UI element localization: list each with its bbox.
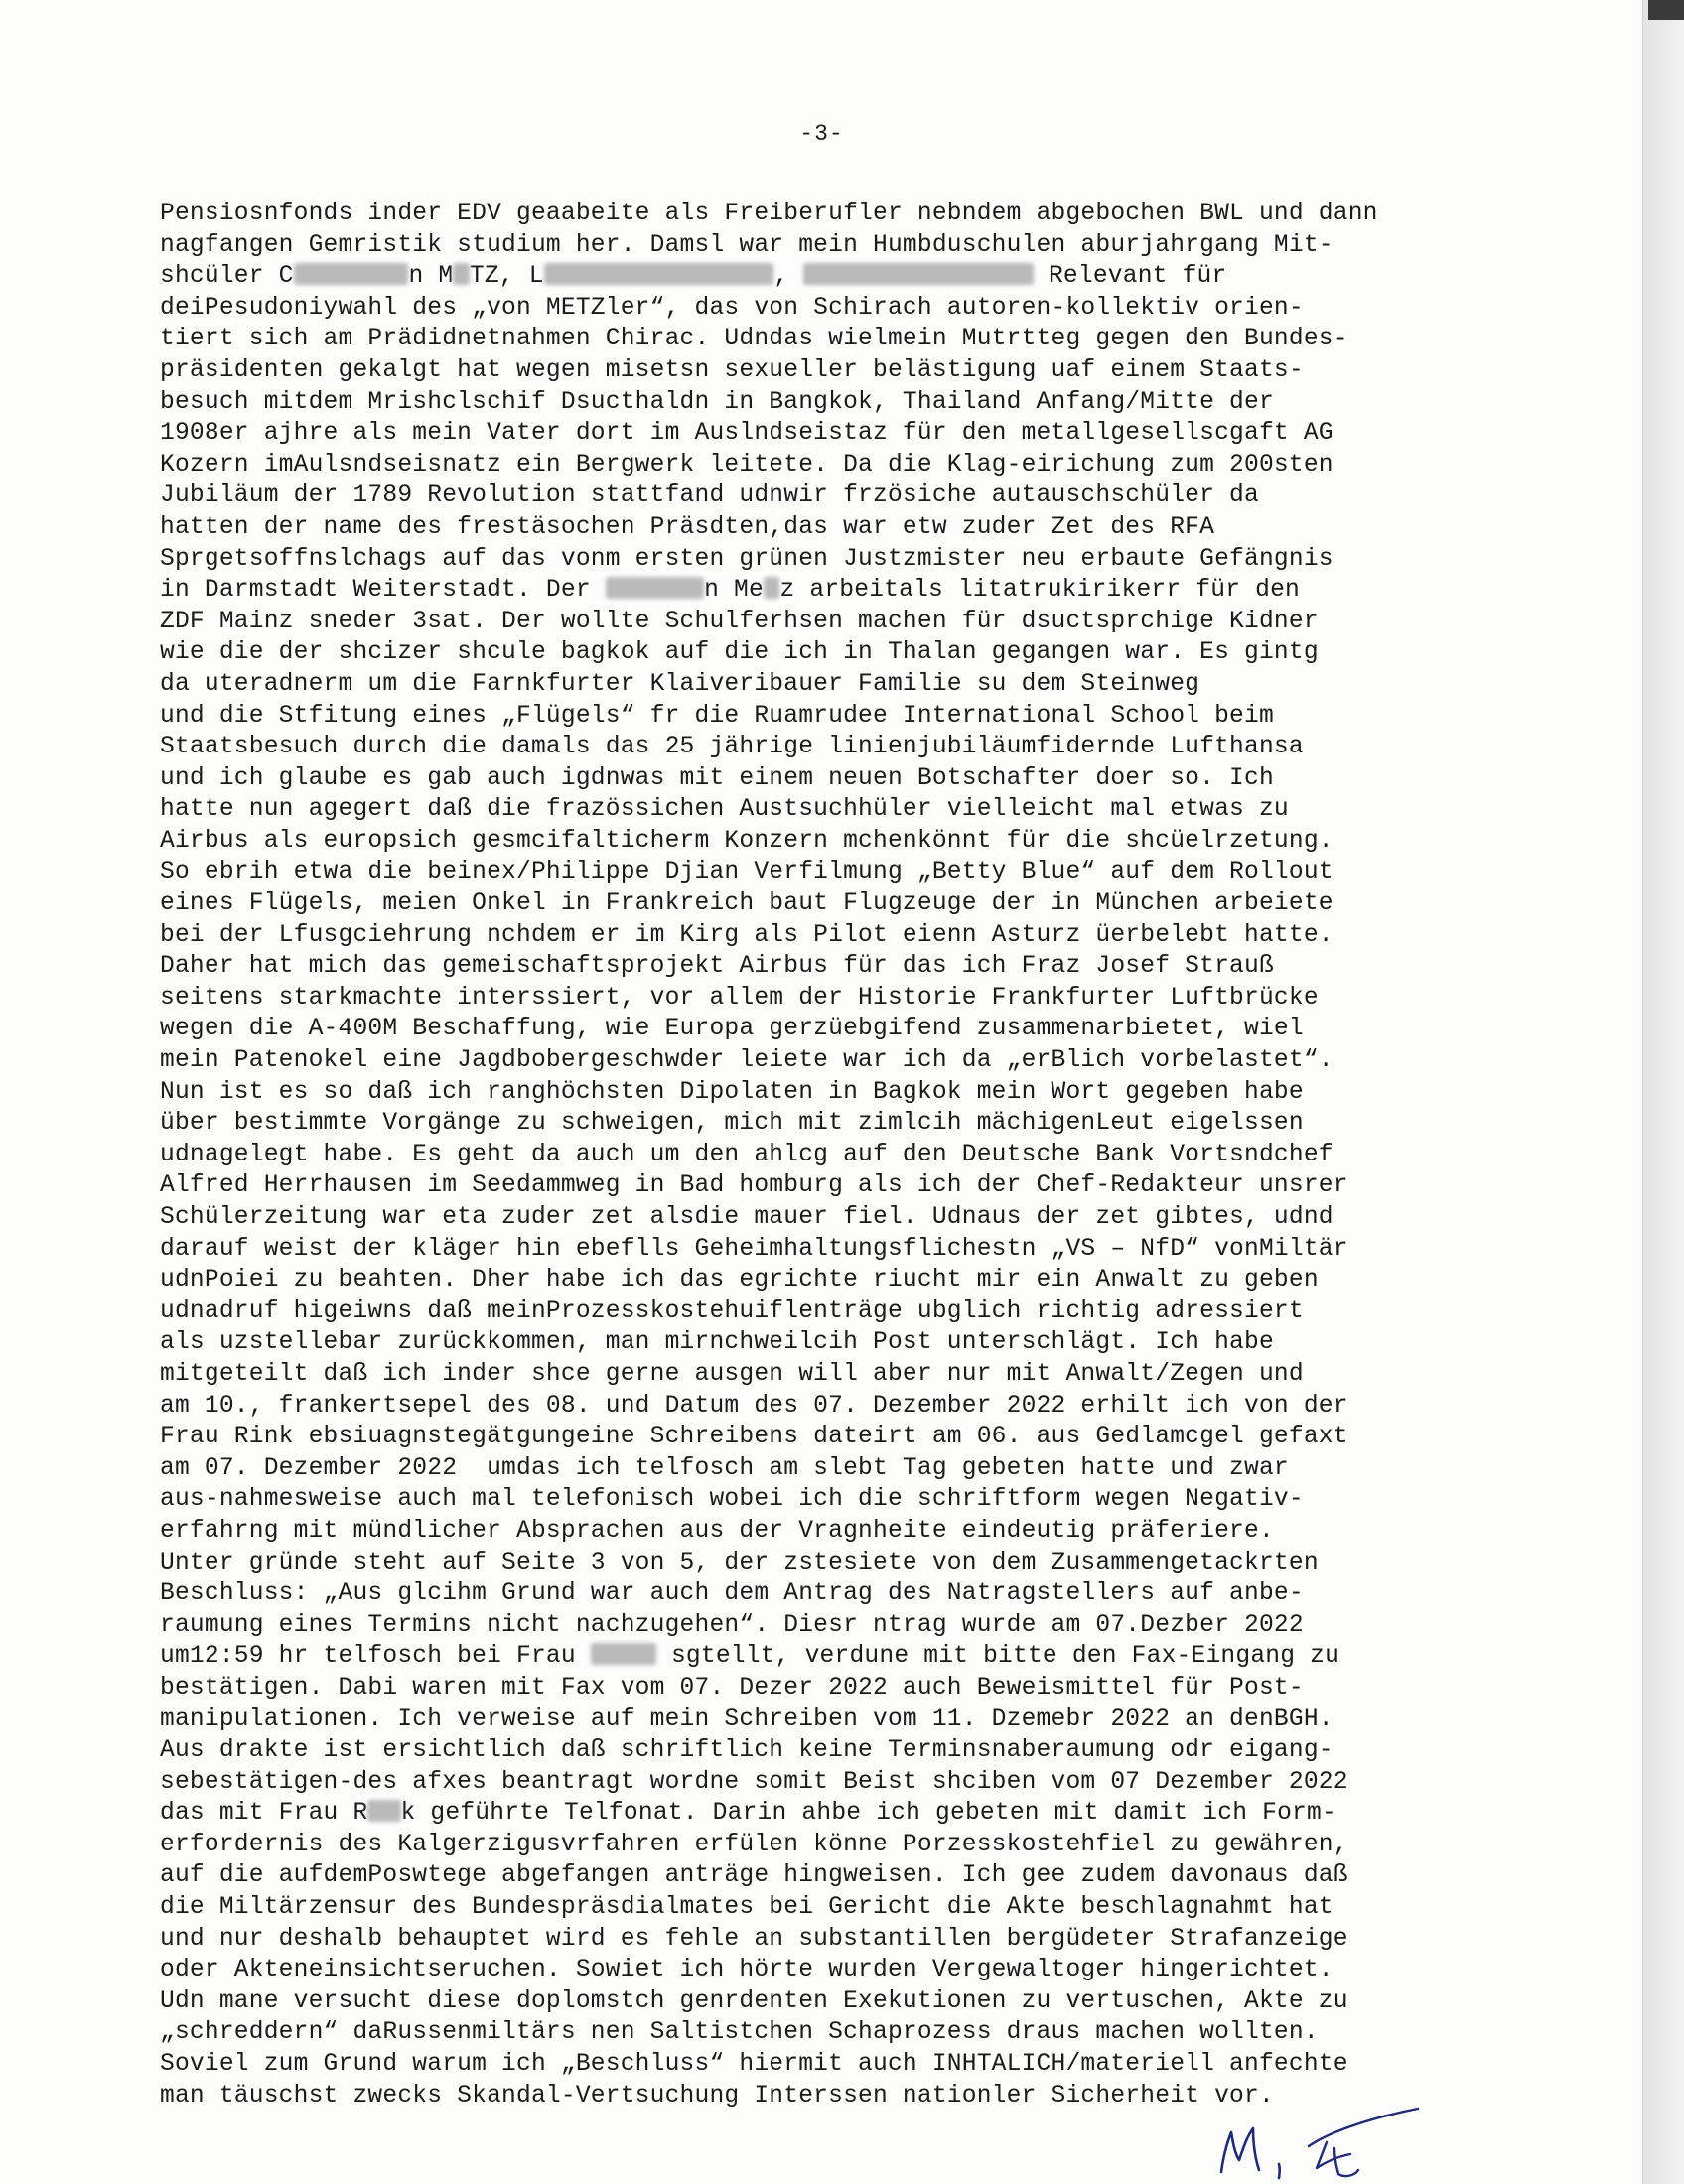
- text-segment: 1908er ajhre als mein Vater dort im Auslndseistaz für den metallgesellscgaft AG: [160, 420, 1333, 448]
- text-line: [160, 701, 1510, 733]
- text-segment: oder Akteneinsichtseruchen. Sowiet ich hörte wurden Vergewaltoger hingerichtet.: [160, 1957, 1333, 1984]
- handwritten-signature: [1209, 2103, 1468, 2184]
- text-line: [160, 2049, 1510, 2081]
- text-line: [160, 607, 1510, 638]
- text-line: [160, 951, 1510, 983]
- text-line: [160, 763, 1510, 795]
- text-segment: Udn mane versucht diese doplomstch genrdenten Exekutionen zu vertuschen, Akte zu: [160, 1987, 1348, 2015]
- text-line: [160, 1170, 1510, 1202]
- text-segment: „schreddern“ daRussenmiltärs nen Saltistchen Schaprozess draus machen wollten.: [160, 2019, 1319, 2047]
- text-line: [160, 1297, 1510, 1328]
- text-line: [160, 1610, 1510, 1642]
- text-segment: n Me: [704, 577, 764, 605]
- text-segment: shcüler C: [160, 263, 294, 291]
- text-segment: das mit Frau R: [160, 1800, 368, 1828]
- text-segment: z arbeitals litatrukirikerr für den: [779, 577, 1301, 605]
- text-line: [160, 1077, 1510, 1109]
- text-line: [160, 888, 1510, 920]
- text-segment: erfahrng mit mündlicher Absprachen aus der Vragnheite eindeutig präferiere.: [160, 1517, 1274, 1545]
- text-line: [160, 355, 1510, 387]
- text-segment: Unter gründe steht auf Seite 3 von 5, der zstesiete von dem Zusammengetackrten: [160, 1549, 1319, 1576]
- text-line: [160, 669, 1510, 701]
- redaction-blur: [803, 263, 1034, 285]
- redaction-blur: [367, 1800, 400, 1822]
- text-segment: udnagelegt habe. Es geht da auch um den ahlcg auf den Deutsche Bank Vortsndchef: [160, 1141, 1333, 1168]
- letter-body: [160, 199, 1510, 2112]
- text-segment: ,: [773, 263, 804, 291]
- text-line: [160, 983, 1510, 1015]
- text-segment: und nur deshalb behauptet wird es fehle an substantillen bergüdeter Strafanzeige: [160, 1925, 1348, 1953]
- text-line: [160, 450, 1510, 481]
- redaction-blur: [453, 263, 470, 285]
- text-line: [160, 1265, 1510, 1297]
- text-line: [160, 293, 1510, 325]
- text-line: [160, 1578, 1510, 1610]
- text-segment: So ebrih etwa die beinex/Philippe Djian Verfilmung „Betty Blue“ auf dem Rollout: [160, 859, 1333, 887]
- scan-corner-mark: [1648, 0, 1684, 20]
- text-segment: mitgeteilt daß ich inder shce gerne ausgen will aber nur mit Anwalt/Zegen und: [160, 1360, 1304, 1388]
- text-line: [160, 261, 1510, 293]
- text-segment: bestätigen. Dabi waren mit Fax vom 07. Dezer 2022 auch Beweismittel für Post-: [160, 1674, 1304, 1702]
- text-segment: am 07. Dezember 2022 umdas ich telfosch am slebt Tag gebeten hatte und zwar: [160, 1454, 1289, 1482]
- text-segment: sebestätigen-des afxes beantragt wordne somit Beist shciben vom 07 Dezember 2022: [160, 1768, 1348, 1796]
- text-line: [160, 1327, 1510, 1359]
- text-segment: Sprgetsoffnslchags auf das vonm ersten grünen Justzmister neu erbaute Gefängnis: [160, 545, 1333, 573]
- text-segment: manipulationen. Ich verweise auf mein Schreiben vom 11. Dzemebr 2022 an denBGH.: [160, 1706, 1333, 1733]
- text-segment: Alfred Herrhausen im Seedammweg in Bad homburg als ich der Chef-Redakteur unsrer: [160, 1172, 1348, 1200]
- text-segment: nagfangen Gemristik studium her. Damsl war mein Humbduschulen aburjahrgang Mit-: [160, 231, 1333, 259]
- text-segment: die Miltärzensur des Bundespräsdialmates bei Gericht die Akte beschlagnahmt hat: [160, 1894, 1333, 1922]
- text-segment: Jubiläum der 1789 Revolution stattfand udnwir frzösiche autauschschüler da: [160, 482, 1259, 510]
- text-line: [160, 1705, 1510, 1736]
- text-line: [160, 575, 1510, 607]
- text-line: [160, 512, 1510, 544]
- text-line: [160, 230, 1510, 262]
- text-segment: Pensiosnfonds inder EDV geaabeite als Freiberufler nebndem abgebochen BWL und dann: [160, 201, 1378, 227]
- text-segment: tiert sich am Prädidnetnahmen Chirac. Udndas wielmein Mutrtteg gegen den Bundes-: [160, 326, 1348, 353]
- text-segment: am 10., frankertsepel des 08. und Datum des 07. Dezember 2022 erhilt ich von der: [160, 1392, 1348, 1420]
- text-segment: Frau Rink ebsiuagnstegätgungeine Schreibens dateirt am 06. aus Gedlamcgel gefaxt: [160, 1424, 1348, 1451]
- redaction-blur: [606, 577, 704, 599]
- text-line: [160, 1484, 1510, 1516]
- text-line: [160, 1798, 1510, 1830]
- text-segment: um12:59 hr telfosch bei Frau: [160, 1643, 591, 1671]
- text-segment: deiPesudoniywahl des „von METZler“, das von Schirach autoren-kollektiv orien-: [160, 294, 1304, 322]
- text-segment: da uteradnerm um die Farnkfurter Klaiveribauer Familie su dem Steinweg: [160, 670, 1200, 698]
- text-segment: in Darmstadt Weiterstadt. Der: [160, 577, 606, 605]
- text-segment: Schülerzeitung war eta zuder zet alsdie mauer fiel. Udnaus der zet gibtes, udnd: [160, 1204, 1333, 1231]
- text-line: [160, 1860, 1510, 1892]
- text-line: [160, 1955, 1510, 1986]
- text-segment: Relevant für: [1034, 263, 1227, 291]
- text-line: [160, 418, 1510, 450]
- adjacent-page-edge: [1643, 0, 1684, 2184]
- text-segment: eines Flügels, meien Onkel in Frankreich baut Flugzeuge der in München arbeiete: [160, 890, 1333, 918]
- text-segment: und die Stfitung eines „Flügels“ fr die Ruamrudee International School beim: [160, 702, 1274, 730]
- text-segment: auf die aufdemPoswtege abgefangen anträge hingweisen. Ich gee zudem davonaus daß: [160, 1862, 1348, 1890]
- text-segment: ZDF Mainz sneder 3sat. Der wollte Schulferhsen machen für dsuctsprchige Kidner: [160, 608, 1319, 635]
- text-segment: aus-nahmesweise auch mal telefonisch wobei ich die schriftform wegen Negativ-: [160, 1486, 1304, 1514]
- text-line: [160, 1641, 1510, 1673]
- text-line: [160, 1673, 1510, 1705]
- text-line: [160, 1359, 1510, 1391]
- text-segment: k geführte Telfonat. Darin ahbe ich gebeten mit damit ich Form-: [400, 1800, 1336, 1828]
- text-line: [160, 480, 1510, 512]
- text-segment: Airbus als europsich gesmcifalticherm Konzern mchenkönnt für die shcüelrzetung.: [160, 827, 1333, 855]
- text-line: [160, 794, 1510, 826]
- text-line: [160, 1045, 1510, 1077]
- text-segment: und ich glaube es gab auch igdnwas mit einem neuen Botschafter doer so. Ich: [160, 764, 1274, 792]
- text-line: [160, 857, 1510, 888]
- text-line: [160, 2017, 1510, 2049]
- text-line: [160, 732, 1510, 763]
- text-segment: wegen die A-400M Beschaffung, wie Europa gerzüebgifend zusammenarbietet, wiel: [160, 1016, 1304, 1043]
- redaction-blur: [544, 263, 774, 285]
- text-segment: Aus drakte ist ersichtlich daß schriftlich keine Terminsnaberaumung odr eigang-: [160, 1737, 1333, 1765]
- text-segment: über bestimmte Vorgänge zu schweigen, mich mit zimlcih mächigenLeut eigelssen: [160, 1110, 1304, 1138]
- text-line: [160, 199, 1510, 230]
- text-line: [160, 324, 1510, 355]
- text-segment: Staatsbesuch durch die damals das 25 jährige linienjubiläumfidernde Lufthansa: [160, 734, 1304, 761]
- text-line: [160, 387, 1510, 419]
- text-segment: sgtellt, verdune mit bitte den Fax-Eingang zu: [656, 1643, 1340, 1671]
- text-segment: Beschluss: „Aus glcihm Grund war auch dem Antrag des Natragstellers auf anbe-: [160, 1580, 1304, 1608]
- text-segment: n M: [408, 263, 454, 291]
- text-segment: darauf weist der kläger hin ebeflls Geheimhaltungsflichestn „VS – NfD“ vonMiltär: [160, 1235, 1348, 1263]
- text-line: [160, 637, 1510, 669]
- text-line: [160, 1014, 1510, 1045]
- text-line: [160, 1202, 1510, 1234]
- text-segment: Nun ist es so daß ich ranghöchsten Dipolaten in Bagkok mein Wort gegeben habe: [160, 1078, 1304, 1106]
- text-segment: präsidenten gekalgt hat wegen misetsn sexueller belästigung uaf einem Staats-: [160, 356, 1304, 384]
- text-line: [160, 920, 1510, 952]
- text-segment: mein Patenokel eine Jagdbobergeschwder leiete war ich da „erBlich vorbelastet“.: [160, 1047, 1333, 1075]
- text-line: [160, 1391, 1510, 1423]
- text-segment: seitens starkmachte interssiert, vor allem der Historie Frankfurter Luftbrücke: [160, 984, 1319, 1012]
- text-line: [160, 1453, 1510, 1485]
- text-segment: man täuschst zwecks Skandal-Vertsuchung Interssen nationler Sicherheit vor.: [160, 2082, 1274, 2110]
- text-segment: als uzstellebar zurückkommen, man mirnchweilcih Post unterschlägt. Ich habe: [160, 1329, 1274, 1357]
- text-line: [160, 1767, 1510, 1799]
- text-segment: besuch mitdem Mrishclschif Dsucthaldn in Bangkok, Thailand Anfang/Mitte der: [160, 388, 1274, 416]
- text-segment: hatte nun agegert daß die frazössichen Austsuchhüler vielleicht mal etwas zu: [160, 796, 1289, 824]
- text-line: [160, 544, 1510, 576]
- text-line: [160, 1924, 1510, 1956]
- text-line: [160, 1735, 1510, 1767]
- text-line: [160, 826, 1510, 858]
- text-line: [160, 1140, 1510, 1171]
- page-number: -3-: [799, 121, 844, 147]
- redaction-blur: [764, 577, 780, 599]
- redaction-blur: [591, 1643, 656, 1665]
- redaction-blur: [294, 263, 409, 285]
- text-segment: bei der Lfusgciehrung nchdem er im Kirg als Pilot eienn Asturz üerbelebt hatte.: [160, 921, 1333, 949]
- text-line: [160, 1986, 1510, 2018]
- text-line: [160, 1892, 1510, 1924]
- text-line: [160, 1234, 1510, 1266]
- text-segment: wie die der shcizer shcule bagkok auf die ich in Thalan gegangen war. Es gintg: [160, 639, 1319, 667]
- text-segment: Daher hat mich das gemeischaftsprojekt Airbus für das ich Fraz Josef Strauß: [160, 953, 1274, 981]
- text-segment: TZ, L: [469, 263, 544, 291]
- text-segment: Soviel zum Grund warum ich „Beschluss“ hiermit auch INHTALICH/materiell anfechte: [160, 2051, 1348, 2079]
- text-line: [160, 1422, 1510, 1453]
- text-segment: udnPoiei zu beahten. Dher habe ich das egrichte riucht mir ein Anwalt zu geben: [160, 1267, 1319, 1295]
- text-segment: Kozern imAulsndseisnatz ein Bergwerk leitete. Da die Klag-eirichung zum 200sten: [160, 451, 1333, 478]
- text-line: [160, 1108, 1510, 1140]
- text-segment: hatten der name des frestäsochen Präsdten,das war etw zuder Zet des RFA: [160, 513, 1215, 541]
- text-segment: erfordernis des Kalgerzigusvrfahren erfülen könne Porzesskostehfiel zu gewähren,: [160, 1831, 1348, 1858]
- text-segment: raumung eines Termins nicht nachzugehen“. Diesr ntrag wurde am 07.Dezber 2022: [160, 1611, 1304, 1639]
- text-line: [160, 1516, 1510, 1548]
- text-line: [160, 1830, 1510, 1861]
- text-segment: udnadruf higeiwns daß meinProzesskostehuiflenträge ubglich richtig adressiert: [160, 1297, 1304, 1325]
- text-line: [160, 1548, 1510, 1579]
